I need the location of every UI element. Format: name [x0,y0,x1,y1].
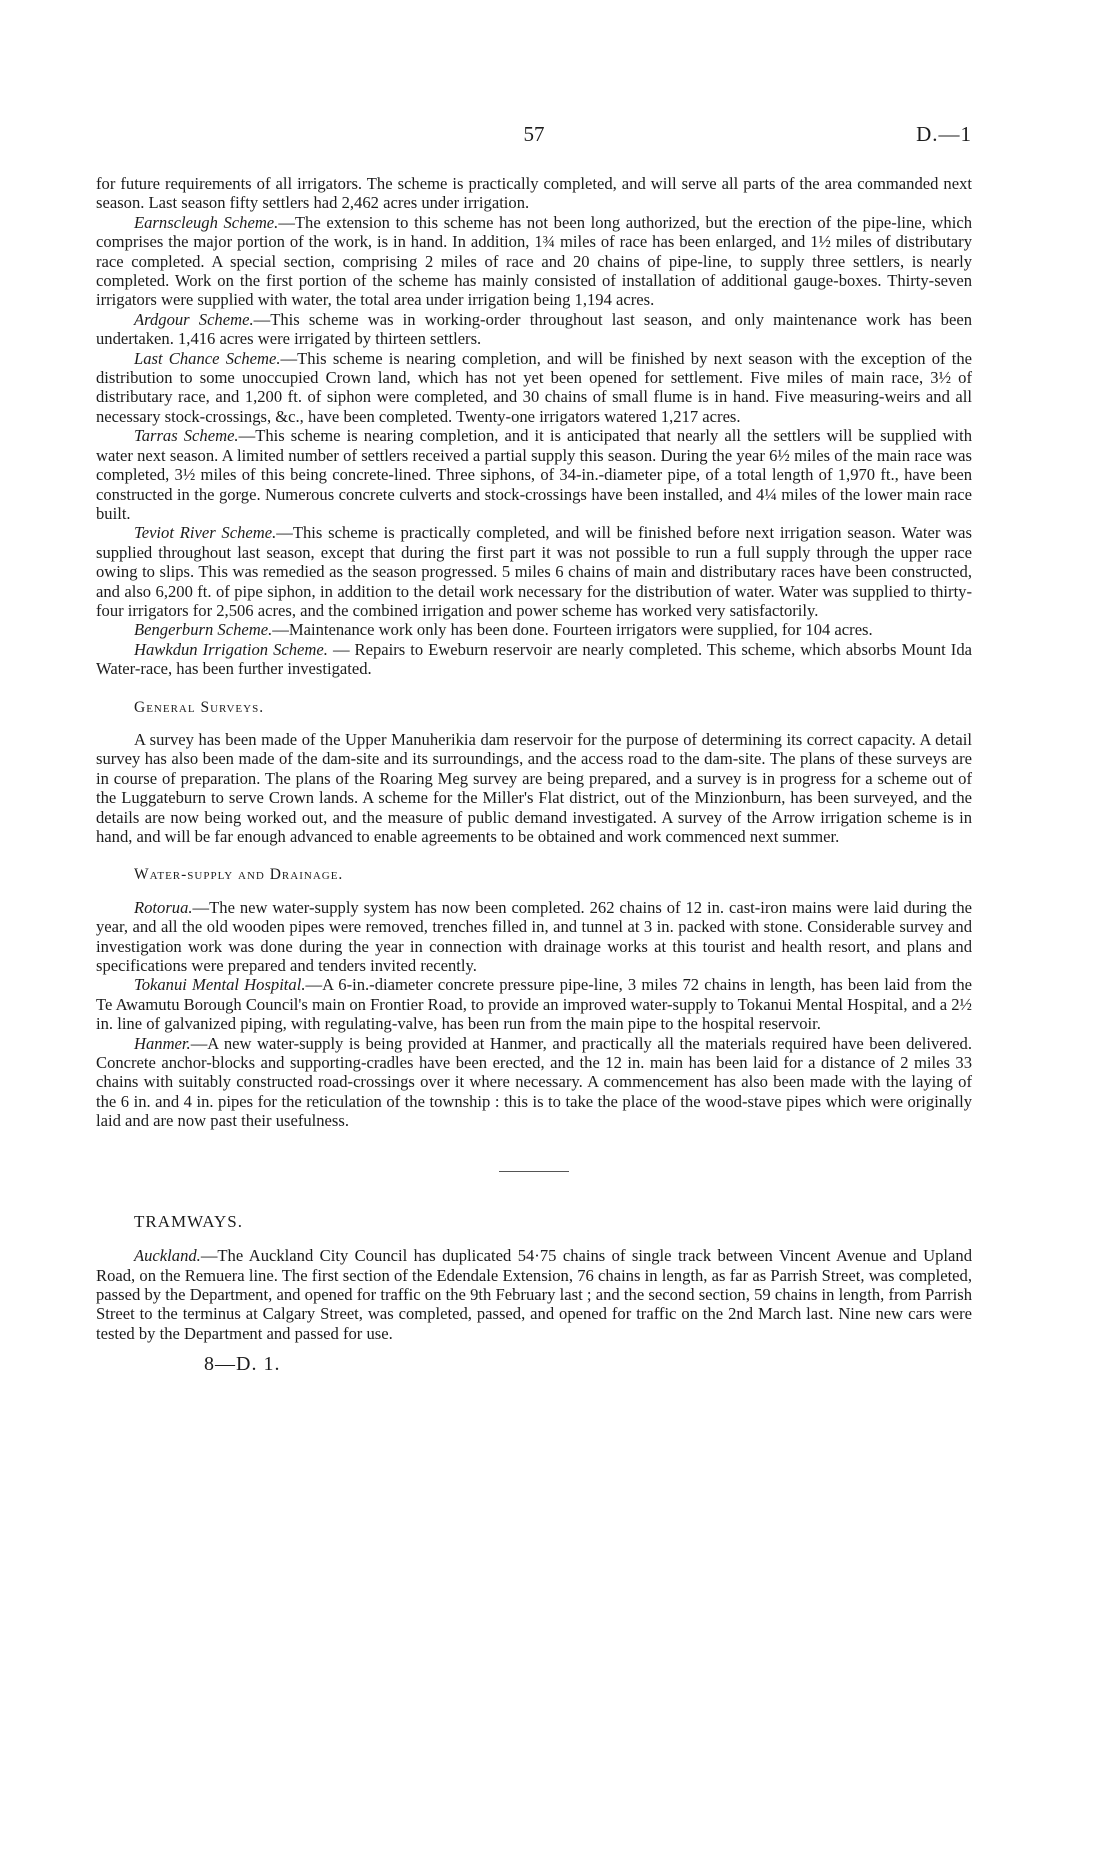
page-signature: 8—D. 1. [204,1353,281,1376]
scheme-text: —This scheme is nearing completion, and it is anticipated that nearly all the settlers will be supplied with water next season. A limited number of settlers received a partial supply this season. During the year 6½ miles of the main race was completed, 3½ miles of this being concrete-lined. Three siphons, of 34-in.-diameter pipe, of a total length of 1,970 ft., have been constructed in the gorge. Numerous concrete culverts and stock-crossings have been installed, and 4¼ miles of the lower main race built. [96,426,972,523]
scheme-title: Ardgour Scheme. [134,309,254,329]
paragraph-tokanui [96,975,972,1033]
page-header [96,122,972,152]
scheme-title: Rotorua. [134,897,193,917]
paragraph-rotorua [96,898,972,976]
section-heading-general-surveys: General Surveys. [134,698,265,716]
scheme-text: —Maintenance work only has been done. Fourteen irrigators were supplied, for 104 acres. [272,620,873,640]
scheme-text: —This scheme was in working-order throughout last season, and only maintenance work has been undertaken. 1,416 acres were irrigated by thirteen settlers. [96,309,972,349]
intro-paragraph: for future requirements of all irrigators. The scheme is practically completed, and will serve all parts of the area commanded next season. Last season fifty settlers had 2,462 acres under irrigation. [96,174,972,213]
paragraph-teviot-river [96,523,972,620]
paragraph-last-chance [96,349,972,427]
section-heading-water-supply: Water-supply and Drainage. [134,866,344,884]
scheme-title: Hawkdun Irrigation Scheme. [134,639,328,659]
scheme-text: —The new water-supply system has now been completed. 262 chains of 12 in. cast-iron mains were laid during the year, and all the old wooden pipes were removed, trenches filled in, and tunnel at 3 in. packed with stone. Considerable survey and investigation work was done during the year in connection with drainage works at this tourist and health resort, and plans and specifications were prepared and tenders invited recently. [96,897,972,976]
scheme-text: —The extension to this scheme has not been long authorized, but the erection of the pipe-line, which comprises the major portion of the work, is in hand. In addition, 1¾ miles of race has been enlarged, and 1½ miles of distributary race completed. A special section, comprising 2 miles of race and 20 chains of pipe-line, to supply three settlers, is nearly completed. Work on the first portion of the scheme has mainly consisted of installation of additional gauge-boxes. Thirty-seven irrigators were supplied with water, the total area under irrigation being 1,194 acres. [96,212,972,310]
scheme-text: —The Auckland City Council has duplicated 54·75 chains of single track between Vincent Avenue and Upland Road, on the Remuera line. The first section of the Edendale Extension, 76 chains in length, as far as Parrish Street, was completed, passed by the Department, and opened for traffic on the 9th February last ; and the second section, 59 chains in length, from Parrish Street to the terminus at Calgary Street, was completed, passed, and opened for traffic on the 2nd March last. Nine new cars were tested by the Department and passed for use. [96,1246,972,1343]
scheme-title: Earnscleugh Scheme. [134,212,279,232]
paragraph-hanmer [96,1034,972,1131]
paragraph-ardgour [96,310,972,349]
scheme-text: —A 6-in.-diameter concrete pressure pipe-line, 3 miles 72 chains in length, has been laid from the Te Awamutu Borough Council's main on Frontier Road, to provide an improved water-supply to Tokanui Mental Hospital, and a 2½ in. line of galvanized piping, with regulating-valve, has been run from the main pipe to the hospital reservoir. [96,975,972,1034]
scheme-title: Last Chance Scheme. [134,348,281,368]
document-reference: D.—1 [916,122,972,146]
scheme-title: Bengerburn Scheme. [134,620,273,640]
paragraph-tarras [96,426,972,523]
scheme-title: Hanmer. [134,1033,191,1053]
section-heading-tramways: TRAMWAYS. [134,1211,243,1231]
scheme-title: Tokanui Mental Hospital. [134,975,306,995]
scheme-text: —This scheme is nearing completion, and will be finished by next season with the exception of the distribution to some unoccupied Crown land, which has not yet been opened for settlement. Five miles of main race, 3½ of distributary race, and 1,200 ft. of siphon were completed, and 30 chains of small flume is in hand. Five measuring-weirs and all necessary stock-crossings, &c., have been completed. Twenty-one irrigators watered 1,217 acres. [96,348,972,426]
body-text [96,174,972,1375]
scheme-text: — Repairs to Eweburn reservoir are nearly completed. This scheme, which absorbs Mount Ida Water-race, has been further investigated. [96,639,972,679]
paragraph-bengerburn [96,620,972,639]
scheme-title: Auckland. [134,1246,201,1266]
scheme-text: —This scheme is practically completed, and will be finished before next irrigation season. Water was supplied throughout last season, except that during the first part it was not possible to run a full supply through the upper race owing to slips. This was remedied as the season progressed. 5 miles 6 chains of main and distributary races have been constructed, and also 6,200 ft. of pipe siphon, in addition to the detail work necessary for the distribution of water. Water was supplied to thirty-four irrigators for 2,506 acres, and the combined irrigation and power scheme has worked very satisfactorily. [96,523,972,620]
paragraph-general-surveys: A survey has been made of the Upper Manuherikia dam reservoir for the purpose of determining its correct capacity. A detail survey has also been made of the dam-site and its surroundings, and the access road to the dam-site. The plans of these surveys are in course of preparation. The plans of the Roaring Meg survey are being prepared, and a survey is in progress for a scheme out of the Luggateburn to serve Crown lands. A scheme for the Miller's Flat district, out of the Minzionburn, has been surveyed, and the details are now being worked out, and the measure of public demand investigated. A survey of the Arrow irrigation scheme is in hand, and will be far enough advanced to enable agreements to be obtained and work commenced next summer. [96,729,972,846]
scheme-title: Tarras Scheme. [134,426,239,446]
paragraph-hawkdun [96,640,972,679]
scheme-text: —A new water-supply is being provided at Hanmer, and practically all the materials required have been delivered. Concrete anchor-blocks and supporting-cradles have been erected, and the 12 in. main has been laid for a distance of 2 miles 33 chains with suitably constructed road-crossings over it where necessary. A commencement has also been made with the laying of the 6 in. and 4 in. pipes for the reticulation of the township : this is to take the place of the wood-stave pipes which were originally laid and are now past their usefulness. [96,1033,972,1131]
page-number: 57 [523,122,545,146]
paragraph-auckland [96,1246,972,1343]
paragraph-earnscleugh [96,213,972,310]
scheme-title: Teviot River Scheme. [134,523,277,543]
